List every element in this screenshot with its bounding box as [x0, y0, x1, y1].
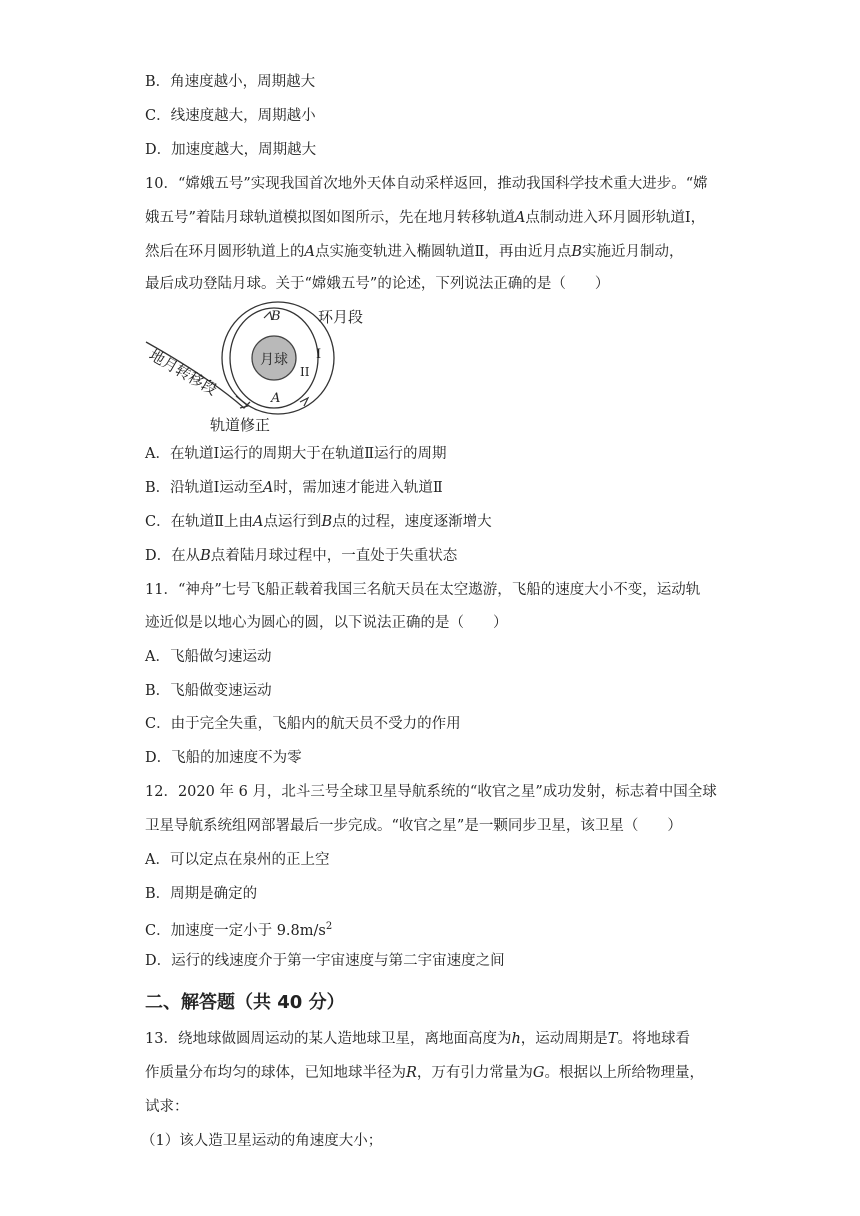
q10-option-c: C．在轨道Ⅱ上由A点运行到B点的过程，速度逐渐增大	[145, 514, 492, 530]
q13-stem-line2: 作质量分布均匀的球体，已知地球半径为R，万有引力常量为G。根据以上所给物理量，	[145, 1065, 705, 1081]
q9-option-c: C．线速度越大，周期越小	[145, 108, 316, 124]
q10-option-b: B．沿轨道Ⅰ运动至A时，需加速才能进入轨道Ⅱ	[145, 480, 443, 496]
q11-stem-line2: 迹近似是以地心为圆心的圆，以下说法正确的是（ ）	[145, 615, 508, 631]
q10-option-d: D．在从B点着陆月球过程中，一直处于失重状态	[145, 548, 458, 564]
q12-stem-line1: 12．2020 年 6 月，北斗三号全球卫星导航系统的“收官之星”成功发射，标志着中国全球	[145, 784, 717, 800]
q9-option-d: D．加速度越大，周期越大	[145, 142, 317, 158]
point-b-label: B	[271, 309, 281, 324]
q12-option-c: C．加速度一定小于 $9.8m/s^2$	[145, 921, 333, 939]
q12-option-b: B．周期是确定的	[145, 886, 258, 902]
q12-option-a: A．可以定点在泉州的正上空	[145, 852, 330, 868]
q11-option-d: D．飞船的加速度不为零	[145, 750, 302, 766]
q12-option-d: D．运行的线速度介于第一宇宙速度与第二宇宙速度之间	[145, 953, 505, 969]
transfer-segment-label: 地月转移段	[146, 345, 220, 399]
point-a-label: A	[271, 391, 281, 406]
q10-stem-line1: 10．“嫦娥五号”实现我国首次地外天体自动采样返回，推动我国科学技术重大进步。“嫦	[145, 176, 708, 192]
q10-stem-line3: 然后在环月圆形轨道上的A点实施变轨进入椭圆轨道Ⅱ，再由近月点B实施近月制动，	[145, 244, 684, 260]
orbit-diagram	[140, 298, 380, 438]
q10-stem-line4: 最后成功登陆月球。关于“嫦娥五号”的论述，下列说法正确的是（ ）	[145, 276, 610, 292]
q10-option-a: A．在轨道Ⅰ运行的周期大于在轨道Ⅱ运行的周期	[145, 446, 447, 462]
q13-stem-line3: 试求：	[145, 1099, 189, 1115]
q13-stem-line1: 13．绕地球做圆周运动的某人造地球卫星，离地面高度为h，运动周期是T。将地球看	[145, 1031, 690, 1047]
q11-option-c: C．由于完全失重，飞船内的航天员不受力的作用	[145, 716, 461, 732]
q13-subquestion-1: （1）该人造卫星运动的角速度大小；	[141, 1133, 383, 1149]
lunar-orbit-label: 环月段	[318, 308, 364, 326]
orbit-2-label: II	[300, 365, 310, 379]
q10-stem-line2: 娥五号”着陆月球轨道模拟图如图所示，先在地月转移轨道A点制动进入环月圆形轨道Ⅰ，	[145, 210, 706, 226]
q12-stem-line2: 卫星导航系统组网部署最后一步完成。“收官之星”是一颗同步卫星，该卫星（ ）	[145, 818, 682, 834]
q11-option-b: B．飞船做变速运动	[145, 683, 272, 699]
q9-option-b: B．角速度越小，周期越大	[145, 74, 316, 90]
q11-option-a: A．飞船做匀速运动	[145, 649, 272, 665]
moon-label: 月球	[260, 352, 288, 368]
orbit-correction-label: 轨道修正	[210, 416, 271, 434]
orbit-1-label: I	[316, 347, 322, 362]
orbit-arrow-a-icon	[300, 398, 308, 406]
section-heading: 二、解答题（共 40 分）	[145, 992, 345, 1013]
q11-stem-line1: 11．“神舟”七号飞船正载着我国三名航天员在太空遨游，飞船的速度大小不变，运动轨	[145, 582, 701, 598]
